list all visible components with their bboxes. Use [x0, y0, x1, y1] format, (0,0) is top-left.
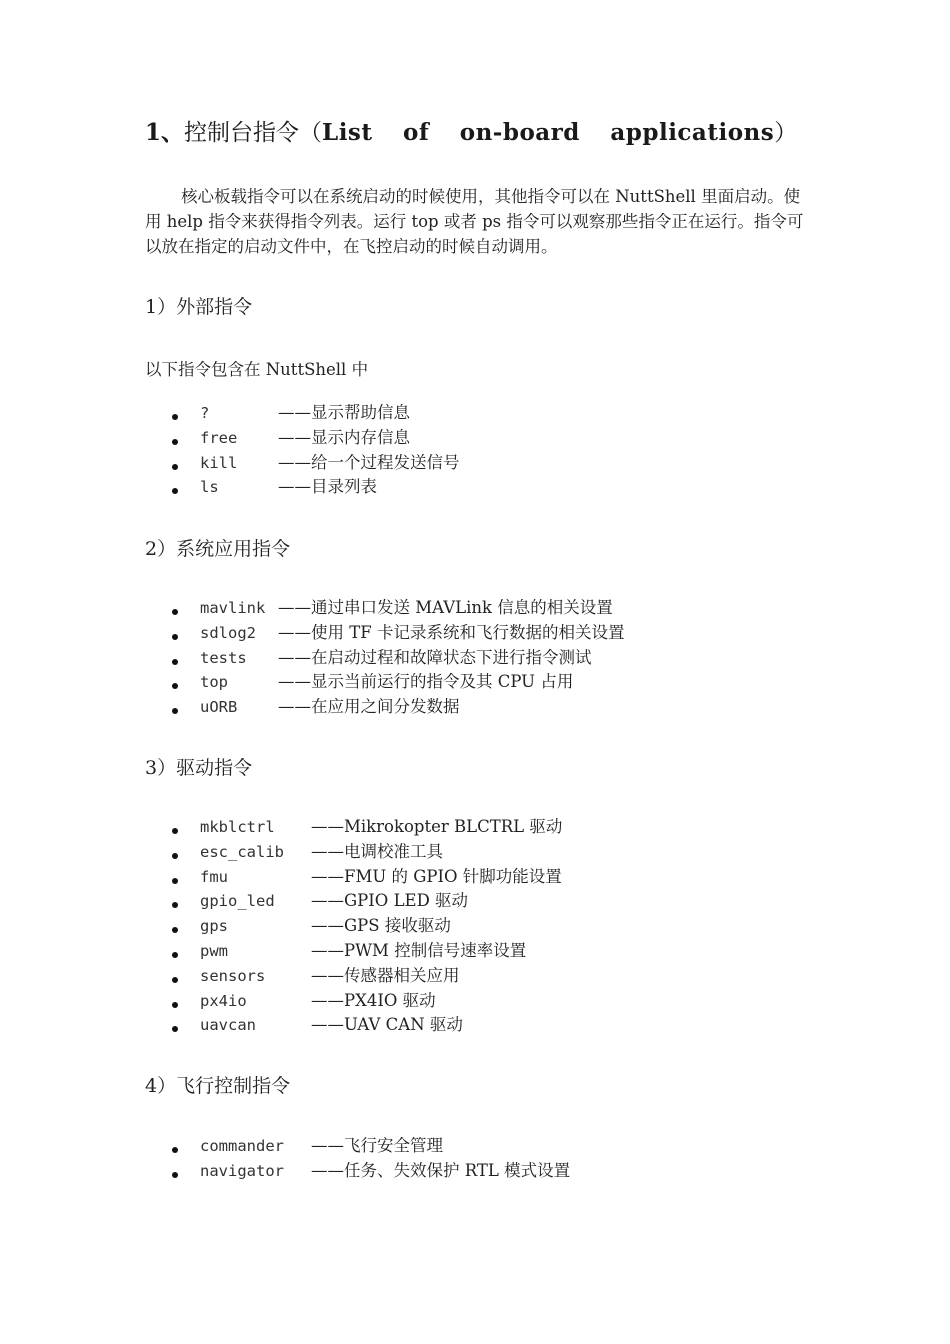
command-desc: ——GPS 接收驱动 — [311, 916, 451, 936]
command-desc: ——GPIO LED 驱动 — [311, 891, 469, 911]
page-title — [145, 114, 797, 147]
command-name: commander — [200, 1137, 284, 1155]
section-heading-system: 2）系统应用指令 — [145, 538, 291, 560]
bullet-icon — [172, 609, 178, 615]
command-name: navigator — [200, 1161, 284, 1180]
bullet-icon — [172, 977, 178, 983]
command-desc: ——传感器相关应用 — [311, 965, 460, 985]
section-heading-driver: 3）驱动指令 — [145, 757, 253, 779]
section-heading-flight: 4）飞行控制指令 — [145, 1075, 291, 1097]
command-desc: ——飞行安全管理 — [311, 1136, 443, 1155]
bullet-icon — [172, 488, 178, 494]
title-english: List of on-board applications — [322, 119, 775, 146]
command-name: sensors — [200, 966, 266, 985]
intro-paragraph: 核心板载指令可以在系统启动的时候使用，其他指令可以在 NuttShell 里面启动。使用 help 指令来获得指令列表。运行 top 或者 ps 指令可以观察那些指令正在运行。指令可以放在指定的启动文件中，在飞控启动的时候自动调用。 — [145, 187, 804, 256]
command-desc: ——PX4IO 驱动 — [311, 990, 436, 1010]
bullet-icon — [172, 1026, 178, 1032]
command-name: kill — [200, 453, 238, 472]
bullet-icon — [172, 439, 178, 445]
command-desc: ——UAV CAN 驱动 — [311, 1015, 463, 1035]
command-desc: ——在应用之间分发数据 — [278, 697, 460, 717]
bullet-icon — [172, 464, 178, 470]
command-desc: ——通过串口发送 MAVLink 信息的相关设置 — [278, 598, 613, 617]
command-name: px4io — [200, 991, 247, 1010]
bullet-icon — [172, 659, 178, 665]
command-name: ? — [200, 404, 210, 422]
bullet-icon — [172, 1147, 178, 1153]
command-desc: ——任务、失效保护 RTL 模式设置 — [311, 1160, 571, 1180]
command-desc: ——显示当前运行的指令及其 CPU 占用 — [278, 672, 574, 692]
command-desc: ——在启动过程和故障状态下进行指令测试 — [278, 647, 592, 667]
title-chinese: 控制台指令（ — [184, 120, 323, 146]
bullet-icon — [172, 708, 178, 714]
title-close-paren: ） — [774, 120, 798, 146]
command-name: uORB — [200, 698, 238, 717]
bullet-icon — [172, 878, 178, 884]
bullet-icon — [172, 828, 178, 834]
command-desc: ——电调校准工具 — [311, 841, 443, 861]
command-desc: ——显示帮助信息 — [278, 403, 410, 422]
command-name: top — [200, 673, 228, 692]
bullet-icon — [172, 1172, 178, 1178]
command-name: sdlog2 — [200, 623, 256, 642]
bullet-icon — [172, 952, 178, 958]
command-name: fmu — [200, 867, 228, 886]
command-desc: ——显示内存信息 — [278, 427, 410, 447]
command-name: uavcan — [200, 1016, 256, 1035]
title-number: 1、 — [145, 119, 185, 146]
bullet-icon — [172, 927, 178, 933]
section-intro-external: 以下指令包含在 NuttShell 中 — [145, 360, 369, 379]
command-desc: ——给一个过程发送信号 — [278, 452, 460, 472]
command-desc: ——目录列表 — [278, 477, 377, 497]
bullet-icon — [172, 414, 178, 420]
command-name: ls — [200, 478, 219, 497]
command-desc: ——PWM 控制信号速率设置 — [311, 940, 527, 960]
section-heading-external: 1）外部指令 — [145, 296, 253, 318]
command-name: mavlink — [200, 599, 266, 617]
command-name: gpio_led — [200, 892, 275, 911]
bullet-icon — [172, 634, 178, 640]
bullet-icon — [172, 683, 178, 689]
command-name: free — [200, 428, 238, 447]
command-name: mkblctrl — [200, 818, 275, 836]
command-name: pwm — [200, 941, 228, 960]
command-name: gps — [200, 917, 228, 936]
command-desc: ——FMU 的 GPIO 针脚功能设置 — [311, 866, 562, 886]
bullet-icon — [172, 902, 178, 908]
command-desc: ——Mikrokopter BLCTRL 驱动 — [311, 817, 563, 836]
command-name: tests — [200, 648, 247, 667]
command-desc: ——使用 TF 卡记录系统和飞行数据的相关设置 — [278, 622, 625, 642]
bullet-icon — [172, 853, 178, 859]
bullet-icon — [172, 1002, 178, 1008]
command-name: esc_calib — [200, 842, 284, 861]
